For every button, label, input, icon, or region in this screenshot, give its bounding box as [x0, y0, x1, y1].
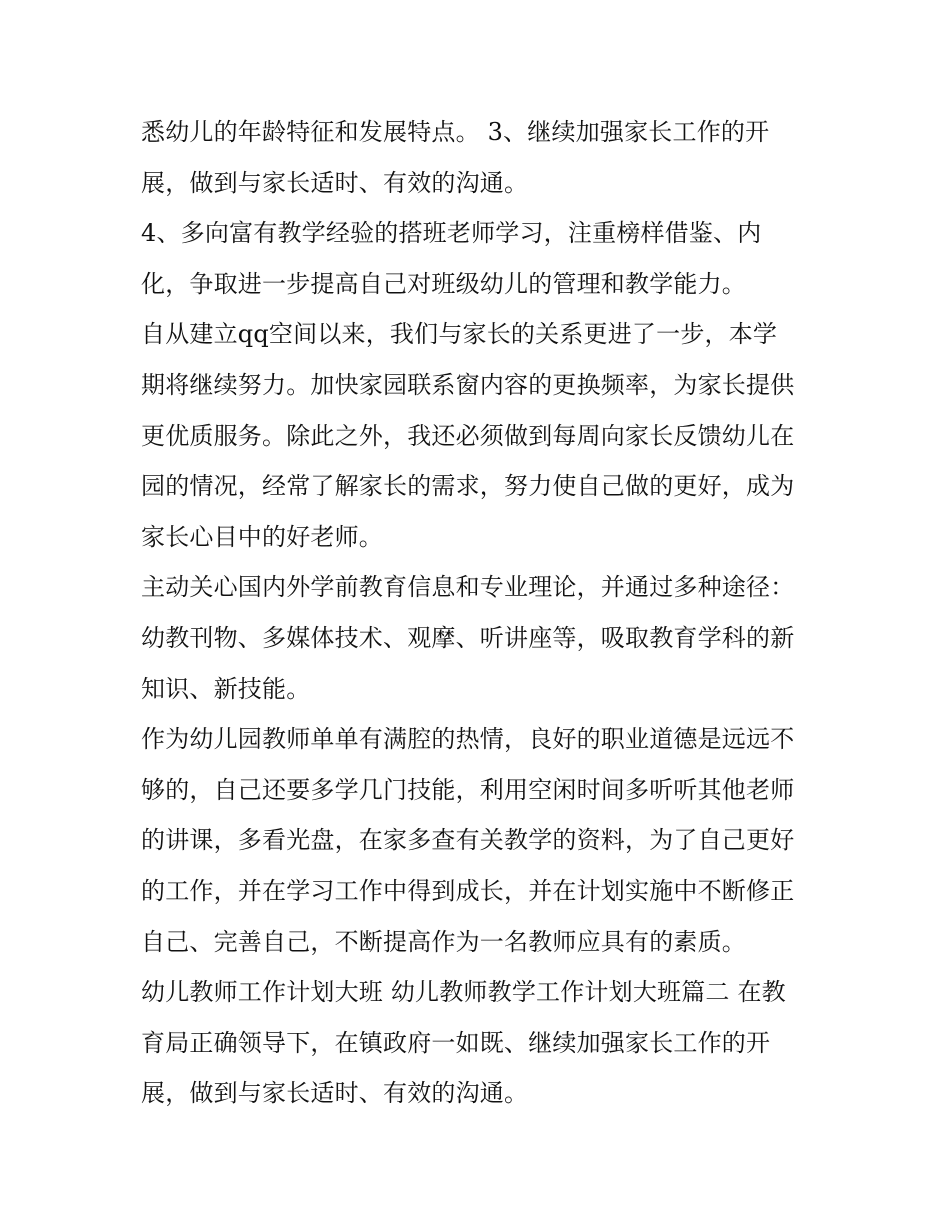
paragraph-5	[141, 714, 821, 967]
paragraph-1	[141, 107, 821, 208]
text-line: 4、多向富有教学经验的搭班老师学习，注重榜样借鉴、内	[141, 219, 762, 248]
text-line: 展，做到与家长适时、有效的沟通。	[141, 168, 529, 197]
text-line: 更优质服务。除此之外，我还必须做到每周向家长反馈幼儿在	[141, 421, 795, 450]
text-line: 期将继续努力。加快家园联系窗内容的更换频率，为家长提供	[141, 370, 795, 399]
document-body	[141, 107, 821, 1119]
text-line: 化，争取进一步提高自己对班级幼儿的管理和教学能力。	[141, 269, 746, 298]
text-line: 作为幼儿园教师单单有满腔的热情，良好的职业道德是远远不	[141, 725, 795, 754]
text-line: 育局正确领导下，在镇政府一如既、继续加强家长工作的开	[141, 1028, 771, 1057]
text-line: 园的情况，经常了解家长的需求，努力使自己做的更好，成为	[141, 472, 795, 501]
text-line: 够的，自己还要多学几门技能，利用空闲时间多听听其他老师	[141, 775, 795, 804]
text-line: 家长心目中的好老师。	[141, 522, 383, 551]
text-line: 主动关心国内外学前教育信息和专业理论，并通过多种途径：	[141, 573, 795, 602]
text-line: 的工作，并在学习工作中得到成长，并在计划实施中不断修正	[141, 876, 795, 905]
paragraph-6	[141, 967, 821, 1119]
text-line: 的讲课，多看光盘，在家多查有关教学的资料，为了自己更好	[141, 826, 795, 855]
text-line: 悉幼儿的年龄特征和发展特点。 3、继续加强家长工作的开	[141, 118, 770, 146]
text-line: 自己、完善自己，不断提高作为一名教师应具有的素质。	[141, 927, 746, 956]
paragraph-2	[141, 208, 821, 309]
paragraph-4	[141, 562, 821, 714]
text-line: 知识、新技能。	[141, 674, 311, 703]
text-line: 自从建立qq空间以来，我们与家长的关系更进了一步，本学	[141, 320, 778, 349]
text-line: 展，做到与家长适时、有效的沟通。	[141, 1079, 529, 1108]
text-line: 幼儿教师工作计划大班 幼儿教师教学工作计划大班篇二 在教	[141, 978, 786, 1007]
text-line: 幼教刊物、多媒体技术、观摩、听讲座等，吸取教育学科的新	[141, 623, 795, 652]
paragraph-3	[141, 309, 821, 562]
